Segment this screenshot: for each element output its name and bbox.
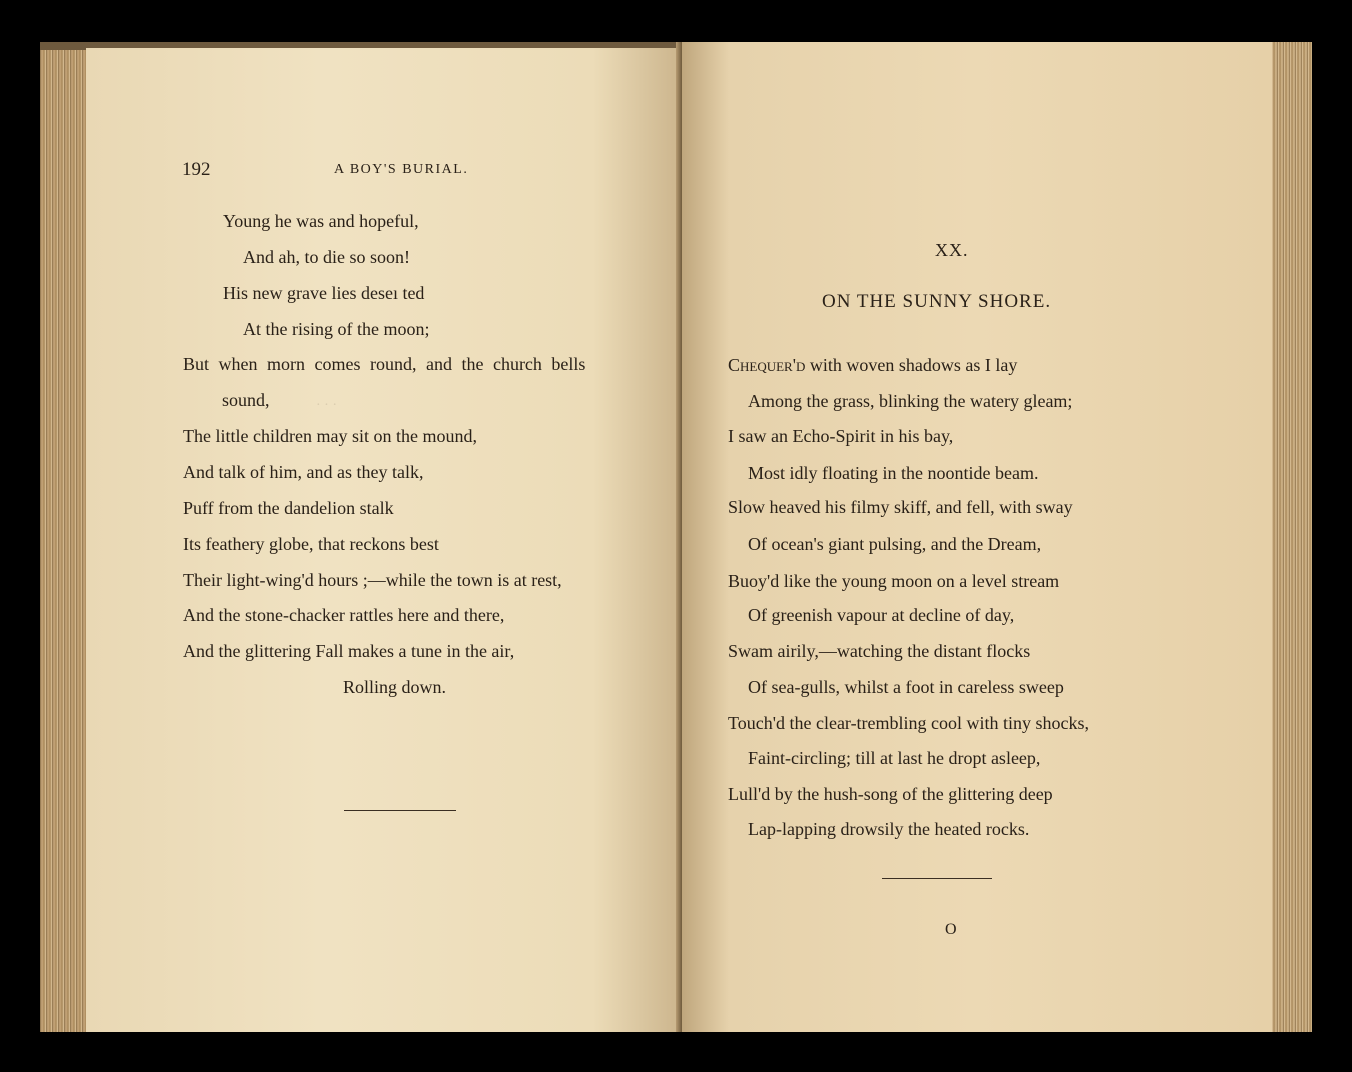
poem-line-rest: with woven shadows as I lay	[805, 355, 1018, 375]
poem-line	[728, 355, 1017, 376]
right-page-edges	[1272, 42, 1312, 1032]
chapter-title: ON THE SUNNY SHORE.	[822, 291, 1052, 312]
poem-line: Buoy'd like the young moon on a level stream	[728, 571, 1060, 591]
poem-line: Puff from the dandelion stalk	[183, 498, 394, 518]
poem-line: And talk of him, and as they talk,	[183, 462, 424, 482]
page-number: 192	[182, 159, 211, 180]
poem-line: Faint-circling; till at last he dropt asleep,	[748, 748, 1041, 768]
poem-line: sound,	[222, 390, 270, 410]
poem-line: The little children may sit on the mound,	[183, 426, 477, 446]
poem-line: Young he was and hopeful,	[223, 211, 419, 231]
poem-line: At the rising of the moon;	[243, 319, 430, 339]
poem-line: Among the grass, blinking the watery gleam;	[748, 391, 1073, 411]
right-page	[682, 42, 1272, 1032]
poem-line: Their light-wing'd hours ;—while the town is at rest,	[183, 570, 562, 590]
section-rule	[882, 878, 992, 879]
open-book	[40, 42, 1312, 1032]
poem-line: Slow heaved his filmy skiff, and fell, with sway	[728, 497, 1073, 517]
poem-line: Of sea-gulls, whilst a foot in careless sweep	[748, 677, 1064, 697]
poem-line: Lull'd by the hush-song of the glittering deep	[728, 784, 1053, 804]
poem-line: Touch'd the clear-trembling cool with tiny shocks,	[728, 713, 1090, 733]
poem-line: Swam airily,—watching the distant flocks	[728, 641, 1031, 661]
section-rule	[344, 810, 456, 811]
poem-line: I saw an Echo-Spirit in his bay,	[728, 426, 954, 446]
signature-mark: O	[945, 921, 957, 938]
chapter-number: XX.	[935, 240, 969, 260]
poem-line: Of greenish vapour at decline of day,	[748, 605, 1015, 625]
poem-line: Most idly floating in the noontide beam.	[748, 463, 1039, 483]
poem-line: Its feathery globe, that reckons best	[183, 534, 439, 554]
running-head: A BOY'S BURIAL.	[334, 162, 469, 177]
poem-line: And the stone-chacker rattles here and there,	[183, 605, 505, 625]
show-through-text: · · ·	[316, 398, 337, 413]
poem-line: But when morn comes round, and the church bells	[183, 354, 586, 374]
poem-line: And the glittering Fall makes a tune in the air,	[183, 641, 515, 661]
drop-word: Chequer'd	[728, 355, 806, 375]
poem-line: Rolling down.	[343, 677, 447, 697]
left-page	[86, 48, 682, 1032]
left-page-edges	[40, 50, 86, 1032]
poem-line: Of ocean's giant pulsing, and the Dream,	[748, 534, 1042, 554]
poem-line: Lap-lapping drowsily the heated rocks.	[748, 819, 1030, 839]
poem-line: And ah, to die so soon!	[243, 247, 410, 267]
poem-line: His new grave lies deseı ted	[223, 283, 425, 303]
